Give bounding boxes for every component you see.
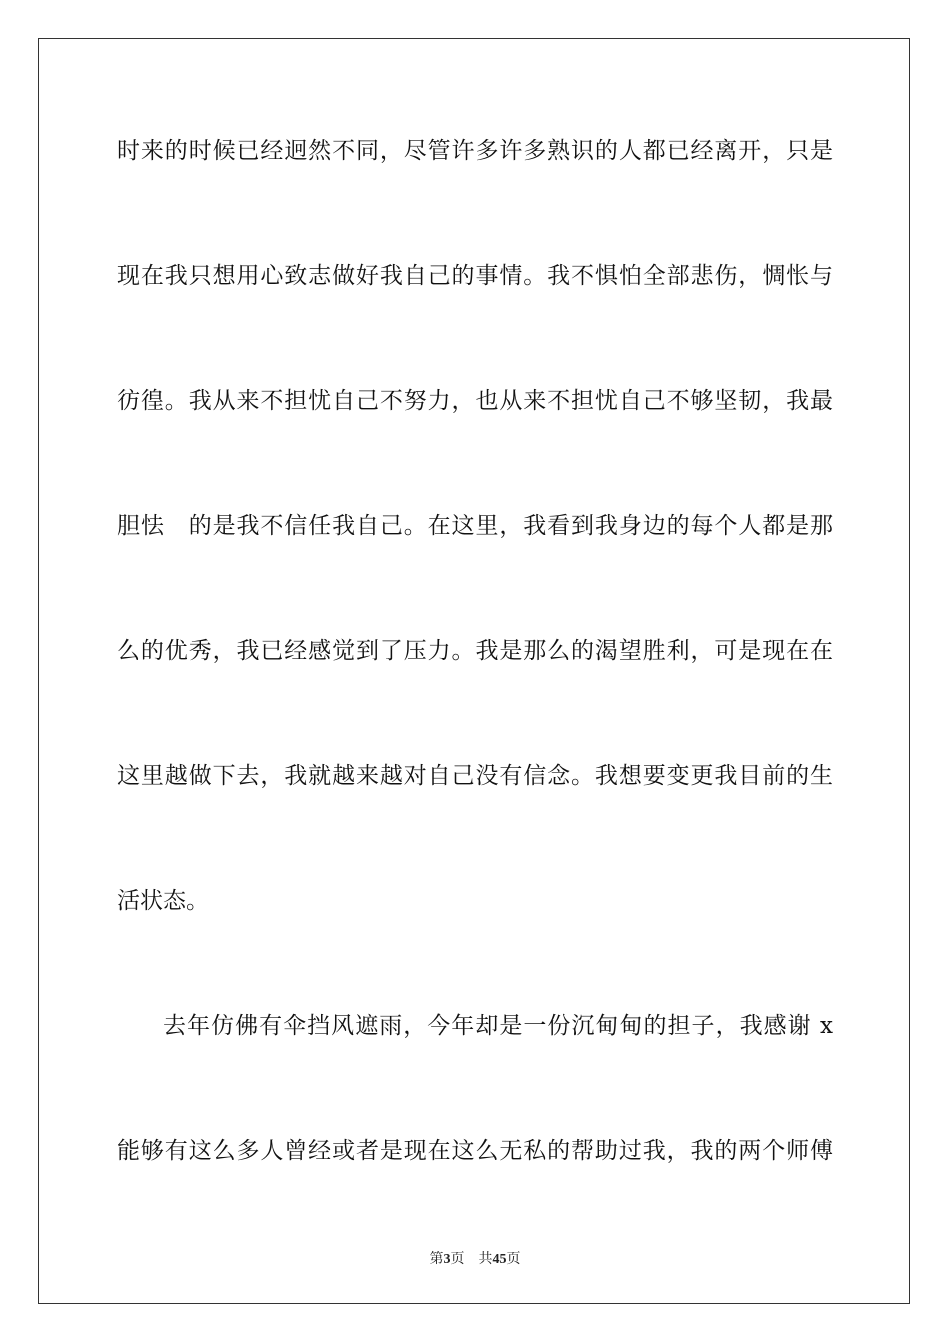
text-line: 彷徨。我从来不担忧自己不努力，也从来不担忧自己不够坚韧，我最 (117, 388, 833, 414)
total-pages: 45 (492, 1252, 507, 1267)
paragraph-start-line: 去年仿佛有伞挡风遮雨，今年却是一份沉甸甸的担子，我感谢 x (163, 1013, 833, 1039)
total-label-prefix: 共 (478, 1252, 493, 1267)
text-line: 现在我只想用心致志做好我自己的事情。我不惧怕全部悲伤，惆怅与 (117, 263, 833, 289)
total-label-suffix: 页 (506, 1252, 521, 1267)
page-footer (0, 1248, 950, 1268)
text-line: 么的优秀，我已经感觉到了压力。我是那么的渴望胜利，可是现在在 (117, 638, 833, 664)
document-body (117, 128, 833, 1253)
page-number: 3 (443, 1252, 451, 1267)
text-line: 这里越做下去，我就越来越对自己没有信念。我想要变更我目前的生 (117, 763, 833, 789)
page-label-suffix: 页 (450, 1252, 465, 1267)
text-line: 胆怯 的是我不信任我自己。在这里，我看到我身边的每个人都是那 (117, 513, 833, 539)
text-line: 时来的时候已经迥然不同，尽管许多许多熟识的人都已经离开，只是 (117, 138, 833, 164)
paragraph-end-line: 活状态。 (117, 888, 209, 914)
text-line: 能够有这么多人曾经或者是现在这么无私的帮助过我，我的两个师傅 (117, 1138, 833, 1164)
page-label-prefix: 第 (429, 1252, 444, 1267)
